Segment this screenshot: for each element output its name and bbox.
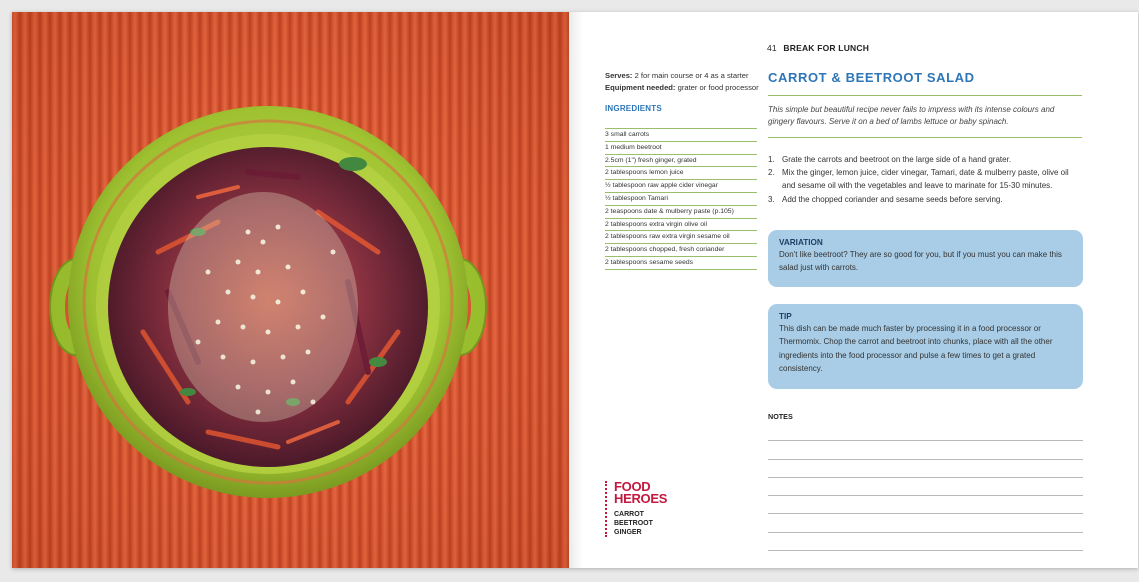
recipe-title: CARROT & BEETROOT SALAD — [768, 70, 975, 85]
notes-lines — [768, 423, 1083, 551]
note-line — [768, 423, 1083, 441]
ingredient-item: 2 tablespoons extra virgin olive oil — [605, 219, 757, 232]
tip-title: TIP — [779, 312, 792, 321]
recipe-intro: This simple but beautiful recipe never fails to impress with its intense colours and gingery flavours. Serve it on a bed of lambs lettuce or baby spinach. — [768, 105, 1055, 126]
equipment-value: grater or food processor — [677, 83, 759, 92]
food-hero-item: GINGER — [614, 529, 642, 536]
note-line — [768, 441, 1083, 459]
note-line — [768, 533, 1083, 551]
equipment-label: Equipment needed: — [605, 83, 676, 92]
food-heroes-line1: FOOD — [614, 479, 651, 494]
ingredient-item: 1 medium beetroot — [605, 142, 757, 155]
method-step — [768, 193, 1084, 206]
food-heroes-line2: HEROES — [614, 491, 668, 506]
serves-line — [605, 70, 759, 82]
page-header — [767, 43, 869, 53]
ingredient-item: 2 tablespoons sesame seeds — [605, 257, 757, 270]
ingredients-heading: INGREDIENTS — [605, 104, 662, 113]
step-text: Add the chopped coriander and sesame seeds before serving. — [782, 194, 1003, 204]
equipment-line — [605, 82, 759, 94]
notes-heading: NOTES — [768, 412, 793, 421]
ingredient-item: 2 tablespoons lemon juice — [605, 167, 757, 180]
ingredient-item: 2 tablespoons raw extra virgin sesame oil — [605, 231, 757, 244]
note-line — [768, 478, 1083, 496]
food-heroes-block — [605, 481, 667, 537]
method-steps — [768, 153, 1084, 206]
ingredient-item: 3 small carrots — [605, 129, 757, 142]
variation-body: Don't like beetroot? They are so good for you, but if you must you can make this salad just with carrots. — [779, 250, 1062, 273]
ingredients-list — [605, 128, 757, 270]
food-hero-item: BEETROOT — [614, 520, 653, 527]
note-line — [768, 460, 1083, 478]
variation-title: VARIATION — [779, 238, 823, 247]
ingredient-item: ½ tablespoon Tamari — [605, 193, 757, 206]
salad-bowl-illustration — [48, 102, 488, 502]
note-line — [768, 496, 1083, 514]
note-line — [768, 514, 1083, 532]
food-hero-item: CARROT — [614, 511, 644, 518]
ingredient-item: 2 tablespoons chopped, fresh coriander — [605, 244, 757, 257]
salad-photo — [12, 12, 569, 568]
tip-body: This dish can be made much faster by processing it in a food processor or Thermomix. Chop the carrot and beetroot into chunks, place with all the other ingredients into the food processor and pulse a few times to get a grated consistency. — [779, 324, 1053, 373]
food-heroes-logo — [614, 481, 667, 505]
food-heroes-items — [614, 510, 667, 537]
step-text: Mix the ginger, lemon juice, cider vinegar, Tamari, date & mulberry paste, olive oil and sesame oil with the vegetables and leave to marinate for 15-30 minutes. — [782, 168, 1069, 191]
intro-divider — [768, 137, 1082, 138]
book-spread — [12, 12, 1138, 568]
section-title: BREAK FOR LUNCH — [783, 43, 870, 53]
variation-box — [768, 230, 1083, 287]
step-number: 2. — [768, 168, 775, 178]
ingredient-item: 2 teaspoons date & mulberry paste (p.105) — [605, 206, 757, 219]
step-number: 3. — [768, 194, 775, 204]
step-text: Grate the carrots and beetroot on the large side of a hand grater. — [782, 155, 1012, 164]
serves-label: Serves: — [605, 71, 633, 80]
step-number: 1. — [768, 155, 775, 164]
recipe-page — [569, 12, 1138, 568]
recipe-meta — [605, 70, 759, 94]
method-step — [768, 166, 1084, 192]
ingredient-item: ½ tablespoon raw apple cider vinegar — [605, 180, 757, 193]
page-number: 41 — [767, 43, 777, 53]
serves-value: 2 for main course or 4 as a starter — [634, 71, 749, 80]
method-step — [768, 153, 1084, 166]
tip-box — [768, 304, 1083, 389]
title-divider — [768, 95, 1082, 96]
ingredient-item: 2.5cm (1") fresh ginger, grated — [605, 155, 757, 168]
